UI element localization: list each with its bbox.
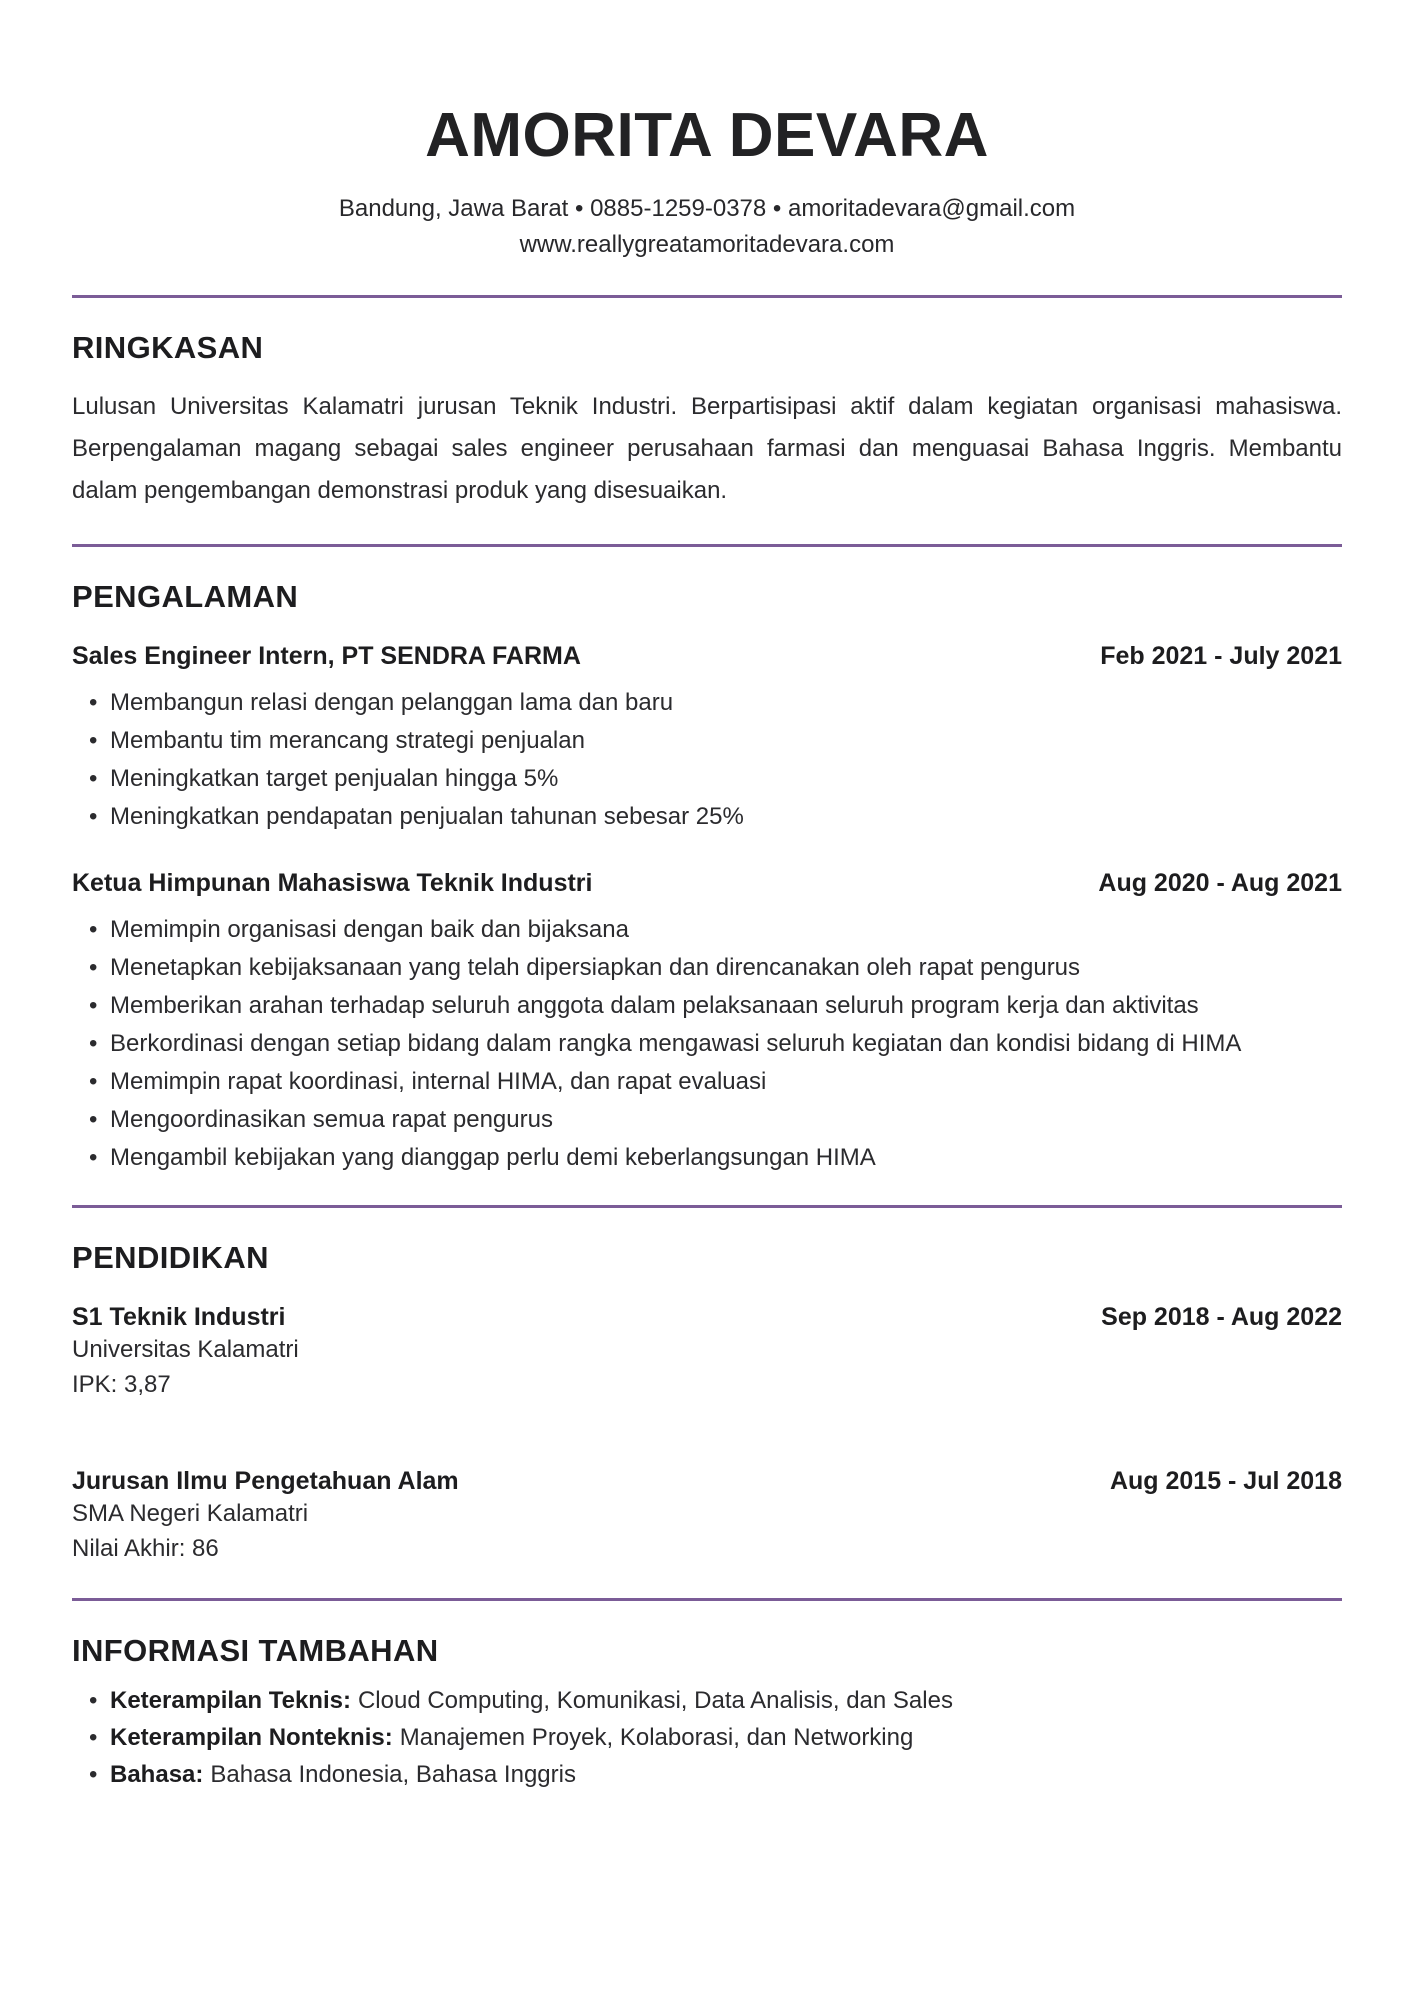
additional-info-heading: INFORMASI TAMBAHAN xyxy=(72,1633,439,1669)
job-bullet-item: • Memimpin rapat koordinasi, internal HIMA, dan rapat evaluasi xyxy=(72,1066,1342,1097)
summary-section xyxy=(72,330,1342,512)
info-item-text: Manajemen Proyek, Kolaborasi, dan Networking xyxy=(399,1724,914,1752)
contact-block xyxy=(72,191,1342,263)
contact-line: Bandung, Jawa Barat • 0885-1259-0378 • amoritadevara@gmail.com xyxy=(338,195,1076,223)
additional-info-item xyxy=(72,1722,1342,1753)
job-bullet-item: • Membantu tim merancang strategi penjualan xyxy=(72,725,1342,756)
summary-text: Lulusan Universitas Kalamatri jurusan Teknik Industri. Berpartisipasi aktif dalam kegiatan organisasi mahasiswa. Berpengalaman magang sebagai sales engineer perusahaan farmasi dan menguasai Bahasa Inggris. Membantu dalam pengembangan demonstrasi produk yang disesuaikan. xyxy=(72,393,1342,505)
job-bullet-item: • Meningkatkan pendapatan penjualan tahunan sebesar 25% xyxy=(72,801,1342,832)
section-divider xyxy=(72,544,1342,547)
education-entry-header xyxy=(72,1302,1342,1332)
experience-heading: PENGALAMAN xyxy=(72,579,299,615)
job-bullet-item: • Meningkatkan target penjualan hingga 5% xyxy=(72,763,1342,794)
experience-entry xyxy=(72,868,1342,1173)
education-entry xyxy=(72,1466,1342,1566)
job-dates: Feb 2021 - July 2021 xyxy=(1100,642,1342,671)
info-item-text: Cloud Computing, Komunikasi, Data Analisis, dan Sales xyxy=(357,1687,953,1715)
resume-header xyxy=(72,100,1342,263)
job-bullet-item: • Memberikan arahan terhadap seluruh anggota dalam pelaksanaan seluruh program kerja dan aktivitas xyxy=(72,990,1342,1021)
info-item-text: Bahasa Indonesia, Bahasa Inggris xyxy=(210,1761,576,1789)
additional-info-item xyxy=(72,1759,1342,1790)
education-heading: PENDIDIKAN xyxy=(72,1240,269,1276)
info-item-label: Bahasa: xyxy=(110,1761,204,1789)
info-item-label: Keterampilan Nonteknis: xyxy=(110,1724,393,1752)
job-title: Sales Engineer Intern, PT SENDRA FARMA xyxy=(72,642,581,671)
job-bullet-item: • Mengoordinasikan semua rapat pengurus xyxy=(72,1104,1342,1135)
education-entry xyxy=(72,1302,1342,1402)
experience-section xyxy=(72,579,1342,1173)
job-bullet-item: • Memimpin organisasi dengan baik dan bijaksana xyxy=(72,914,1342,945)
job-bullet-list xyxy=(72,914,1342,1173)
additional-info-section xyxy=(72,1633,1342,1790)
experience-entry-header xyxy=(72,641,1342,671)
degree-title: Jurusan Ilmu Pengetahuan Alam xyxy=(72,1467,459,1496)
additional-info-item xyxy=(72,1685,1342,1716)
job-bullet-list xyxy=(72,687,1342,832)
job-bullet-item: • Mengambil kebijakan yang dianggap perlu demi keberlangsungan HIMA xyxy=(72,1142,1342,1173)
education-dates: Sep 2018 - Aug 2022 xyxy=(1101,1303,1342,1332)
summary-heading: RINGKASAN xyxy=(72,330,264,366)
education-entry-header xyxy=(72,1466,1342,1496)
section-divider xyxy=(72,1205,1342,1208)
experience-entry xyxy=(72,641,1342,832)
education-section xyxy=(72,1240,1342,1566)
job-bullet-item: • Membangun relasi dengan pelanggan lama dan baru xyxy=(72,687,1342,718)
website-line: www.reallygreatamoritadevara.com xyxy=(519,231,895,259)
education-dates: Aug 2015 - Jul 2018 xyxy=(1109,1467,1342,1496)
job-bullet-item: • Berkordinasi dengan setiap bidang dalam rangka mengawasi seluruh kegiatan dan kondisi bidang di HIMA xyxy=(72,1028,1342,1059)
job-title: Ketua Himpunan Mahasiswa Teknik Industri xyxy=(72,869,593,898)
person-name: AMORITA DEVARA xyxy=(425,101,989,170)
info-item-label: Keterampilan Teknis: xyxy=(110,1687,351,1715)
school-name: Universitas Kalamatri xyxy=(72,1336,299,1364)
school-name: SMA Negeri Kalamatri xyxy=(72,1500,309,1528)
experience-entry-header xyxy=(72,868,1342,898)
additional-info-list xyxy=(72,1685,1342,1790)
job-dates: Aug 2020 - Aug 2021 xyxy=(1098,869,1342,898)
education-score: IPK: 3,87 xyxy=(72,1371,171,1399)
section-divider xyxy=(72,295,1342,298)
section-divider xyxy=(72,1598,1342,1601)
job-bullet-item: • Menetapkan kebijaksanaan yang telah dipersiapkan dan direncanakan oleh rapat pengurus xyxy=(72,952,1342,983)
degree-title: S1 Teknik Industri xyxy=(72,1303,286,1332)
education-score: Nilai Akhir: 86 xyxy=(72,1535,219,1563)
